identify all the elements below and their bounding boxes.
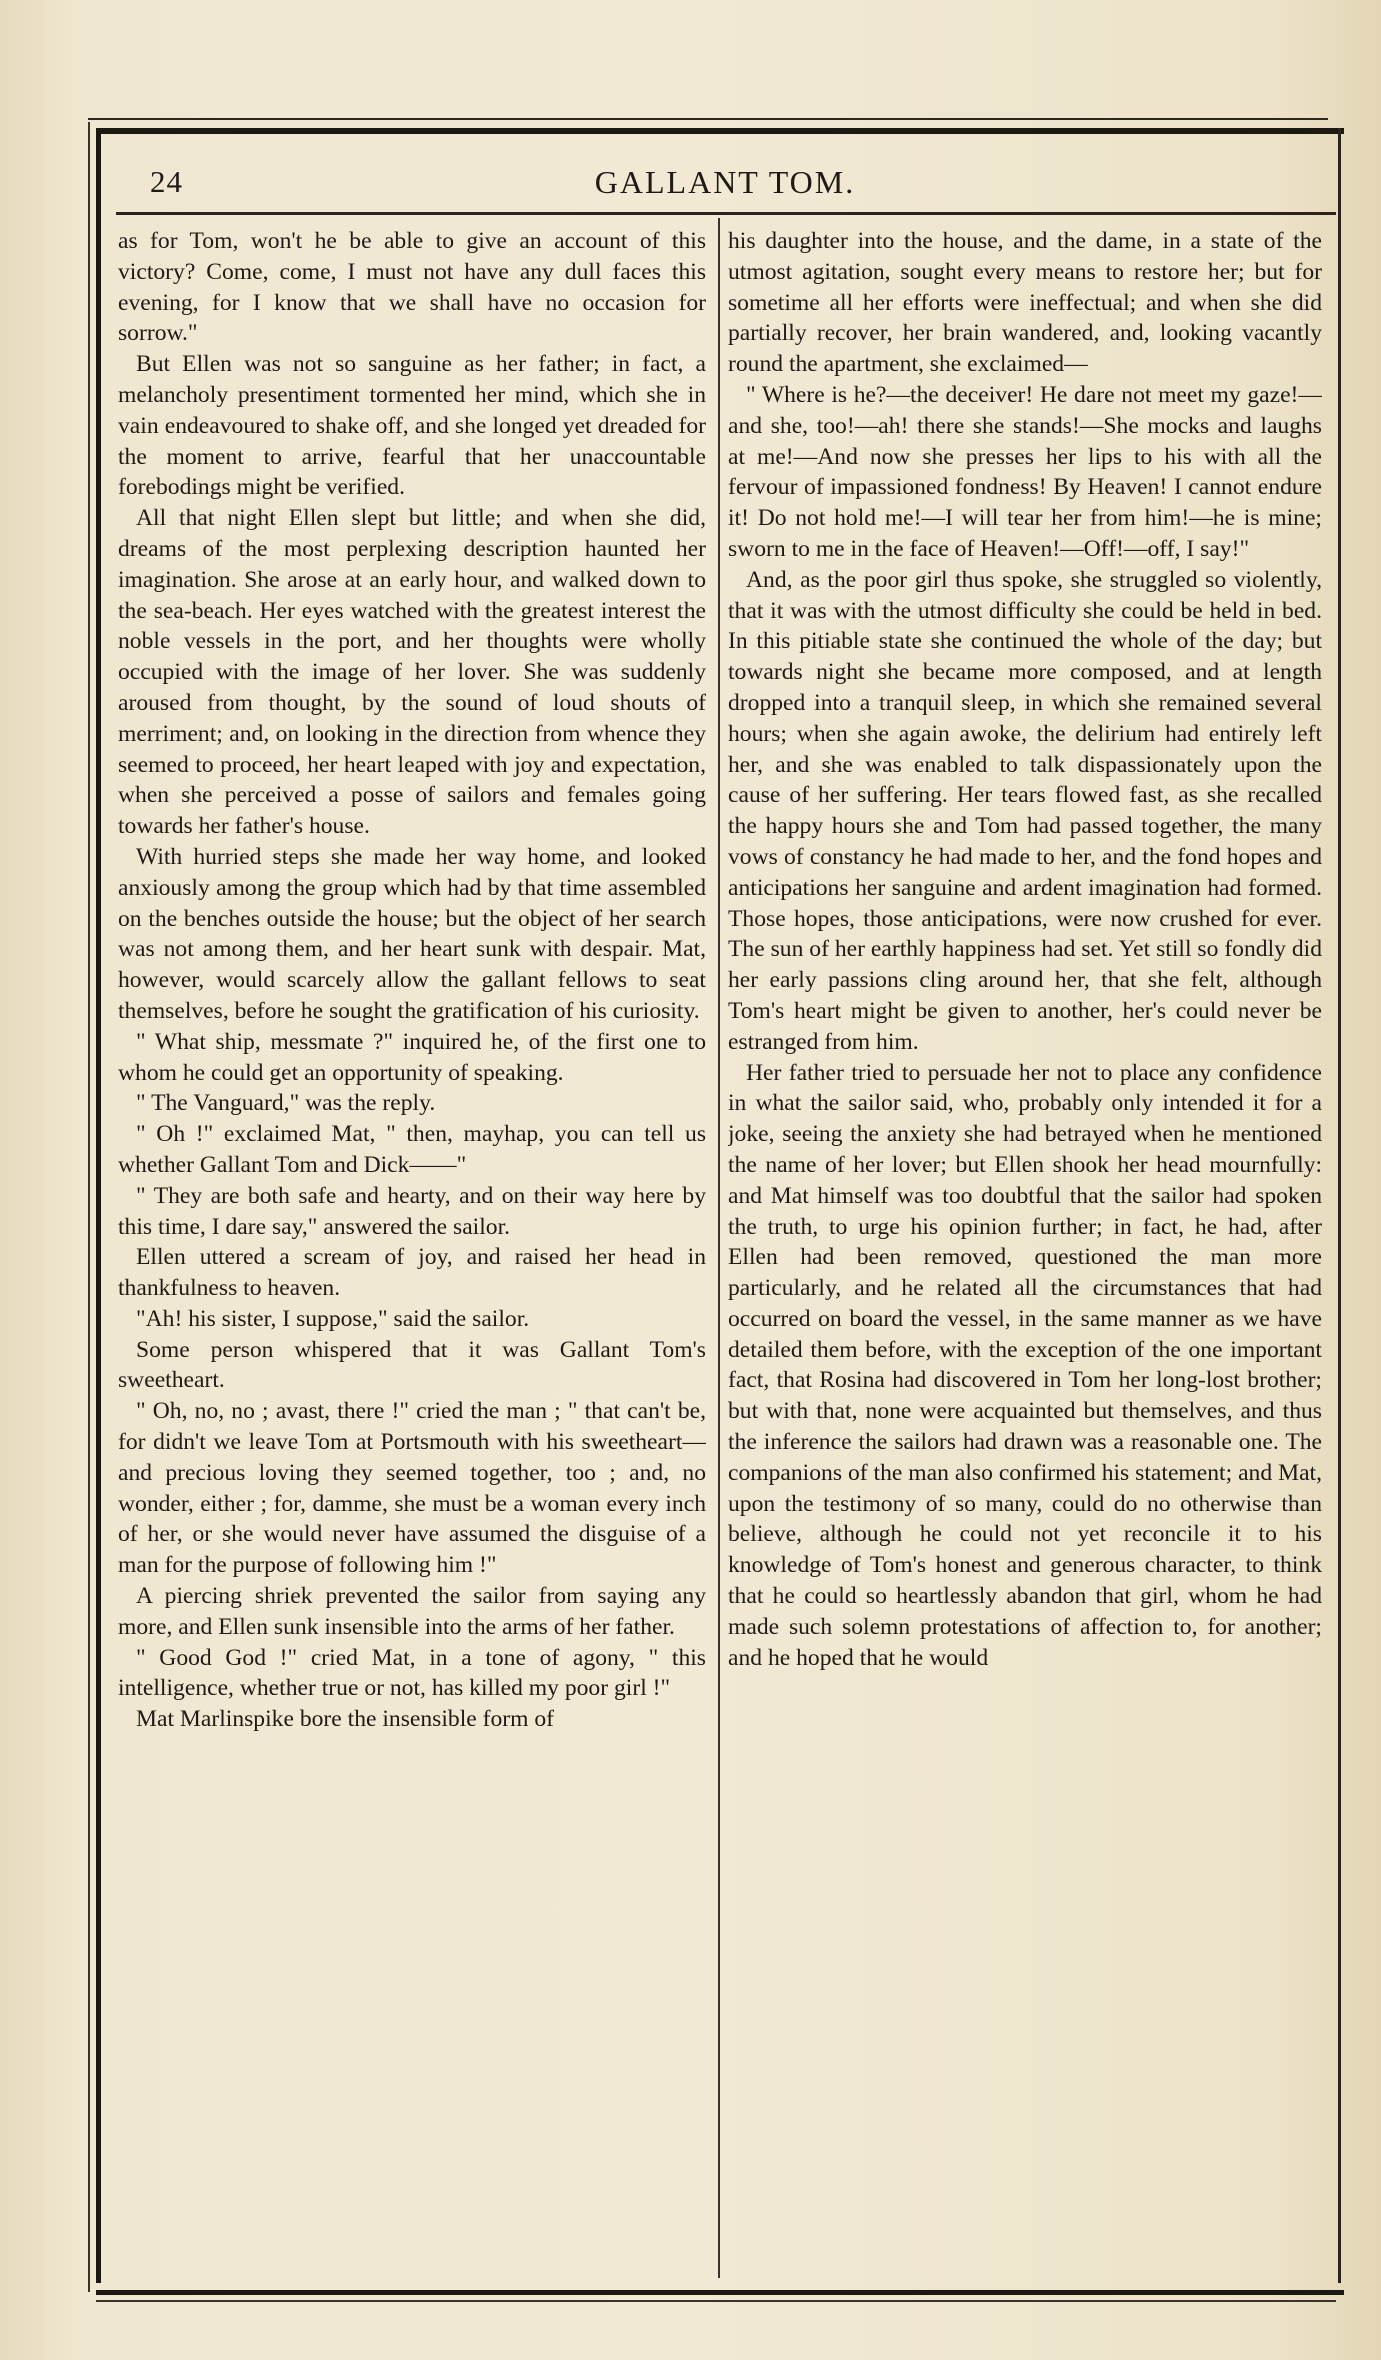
- frame-right-rule: [1338, 128, 1341, 2283]
- frame-left-outer-rule: [88, 122, 90, 2292]
- page-number: 24: [150, 164, 183, 199]
- paragraph: Ellen uttered a scream of joy, and raised her head in thankfulness to heaven.: [118, 1244, 706, 1302]
- frame-top-thick-rule: [96, 128, 1344, 134]
- paragraph: " The Vanguard," was the reply.: [136, 1090, 436, 1117]
- paragraph: Her father tried to persuade her not to place any confidence in what the sailor said, who, probably only intended it for a joke, seeing the anxiety she had betrayed when he mentioned the name of her lover; but Ellen shook her head mournfully: and Mat himself was too doubtful that the sailor had spoken the truth, to urge his opinion further; in fact, he had, after Ellen had been removed, questioned the man more particularly, and he related all the circumstances that had occurred on board the vessel, in the same manner as we have detailed them before, with the exception of the one important fact, that Rosina had discovered in Tom her long-lost brother; but with that, none were acquainted but themselves, and thus the inference the sailors had drawn was a reasonable one. The companions of the man also confirmed his statement; and Mat, upon the testimony of so many, could do no otherwise than believe, although he could not yet reconcile it to his knowledge of Tom's honest and generous character, to think that he could so heartlessly abandon that girl, whom he had made such solemn protestations of affection to, for another; and he hoped that he would: [728, 1059, 1322, 1671]
- paragraph: And, as the poor girl thus spoke, she struggled so violently, that it was with the utmost difficulty she could be held in bed. In this pitiable state she continued the whole of the day; but towards night she became more composed, and at length dropped into a tranquil sleep, in which she remained several hours; when she again awoke, the delirium had entirely left her, and she was enabled to talk dispassionately upon the cause of her suffering. Her tears flowed fast, as she recalled the happy hours she and Tom had passed together, the many vows of constancy he had made to her, and the fond hopes and anticipations her sanguine and ardent imagination had formed. Those hopes, those anticipations, were now crushed for ever. The sun of her earthly happiness had set. Yet still so fondly did her early passions cling around her, that she felt, although Tom's heart might be given to another, her's could never be estranged from him.: [728, 566, 1322, 1055]
- paragraph: But Ellen was not so sanguine as her father; in fact, a melancholy presentiment tormented her mind, which she in vain endeavoured to shake off, and she longed yet dreaded for the moment to arrive, fearful that her unaccountable forebodings might be verified.: [118, 351, 706, 501]
- paragraph: Some person whispered that it was Gallant Tom's sweetheart.: [118, 1336, 706, 1394]
- paragraph: " Oh !" exclaimed Mat, " then, mayhap, you can tell us whether Gallant Tom and Dick——": [118, 1121, 706, 1178]
- paragraph: Mat Marlinspike bore the insensible form of: [136, 1706, 555, 1733]
- paragraph: his daughter into the house, and the dame, in a state of the utmost agitation, sought every means to restore her; but for sometime all her efforts were ineffectual; and when she did partially recover, her brain wandered, and, looking vacantly round the apartment, she exclaimed—: [728, 228, 1322, 378]
- frame-bottom-thin-rule: [96, 2300, 1336, 2302]
- paragraph: "Ah! his sister, I suppose," said the sailor.: [136, 1305, 530, 1332]
- paragraph: All that night Ellen slept but little; and when she did, dreams of the most perplexing description haunted her imagination. She arose at an early hour, and walked down to the sea-beach. Her eyes watched with the greatest interest the noble vessels in the port, and her thoughts were wholly occupied with the image of her lover. She was suddenly aroused from thought, by the sound of loud shouts of merriment; and, on looking in the direction from whence they seemed to proceed, her heart leaped with joy and expectation, when she perceived a posse of sailors and females going towards her father's house.: [118, 505, 706, 840]
- column-divider: [718, 218, 720, 2278]
- paragraph: With hurried steps she made her way home, and looked anxiously among the group which had by that time assembled on the benches outside the house; but the object of her search was not among them, and her heart sunk with despair. Mat, however, would scarcely allow the gallant fellows to seat themselves, before he sought the gratification of his curiosity.: [118, 843, 706, 1024]
- paragraph: A piercing shriek prevented the sailor from saying any more, and Ellen sunk insensible into the arms of her father.: [118, 1583, 706, 1640]
- paragraph: " Good God !" cried Mat, in a tone of agony, " this intelligence, whether true or not, has killed my poor girl !": [118, 1644, 706, 1702]
- frame-left-rule: [96, 128, 101, 2283]
- frame-top-thin-rule: [88, 118, 1328, 120]
- paragraph: as for Tom, won't he be able to give an account of this victory? Come, come, I must not have any dull faces this evening, for I know that we shall have no occasion for sorrow.": [118, 228, 706, 347]
- paragraph: " They are both safe and hearty, and on their way here by this time, I dare say," answered the sailor.: [118, 1182, 706, 1240]
- frame-bottom-thick-rule: [96, 2290, 1344, 2295]
- left-column: [118, 226, 706, 2281]
- page-header: [130, 158, 1320, 208]
- right-column: [728, 226, 1322, 2281]
- paragraph: " Oh, no, no ; avast, there !" cried the man ; " that can't be, for didn't we leave Tom at Portsmouth with his sweetheart—and precious loving they seemed together, too ; and, no wonder, either ; for, damme, she must be a woman every inch of her, or she would never have assumed the disguise of a man for the purpose of following him !": [118, 1398, 706, 1579]
- header-rule: [116, 212, 1336, 215]
- running-title: GALLANT TOM.: [594, 164, 856, 200]
- paragraph: " Where is he?—the deceiver! He dare not meet my gaze!—and she, too!—ah! there she stands!—She mocks and laughs at me!—And now she presses her lips to his with all the fervour of impassioned fondness! By Heaven! I cannot endure it! Do not hold me!—I will tear her from him!—he is mine; sworn to me in the face of Heaven!—Off!—off, I say!": [728, 381, 1322, 562]
- paragraph: " What ship, messmate ?" inquired he, of the first one to whom he could get an opportunity of speaking.: [118, 1028, 706, 1086]
